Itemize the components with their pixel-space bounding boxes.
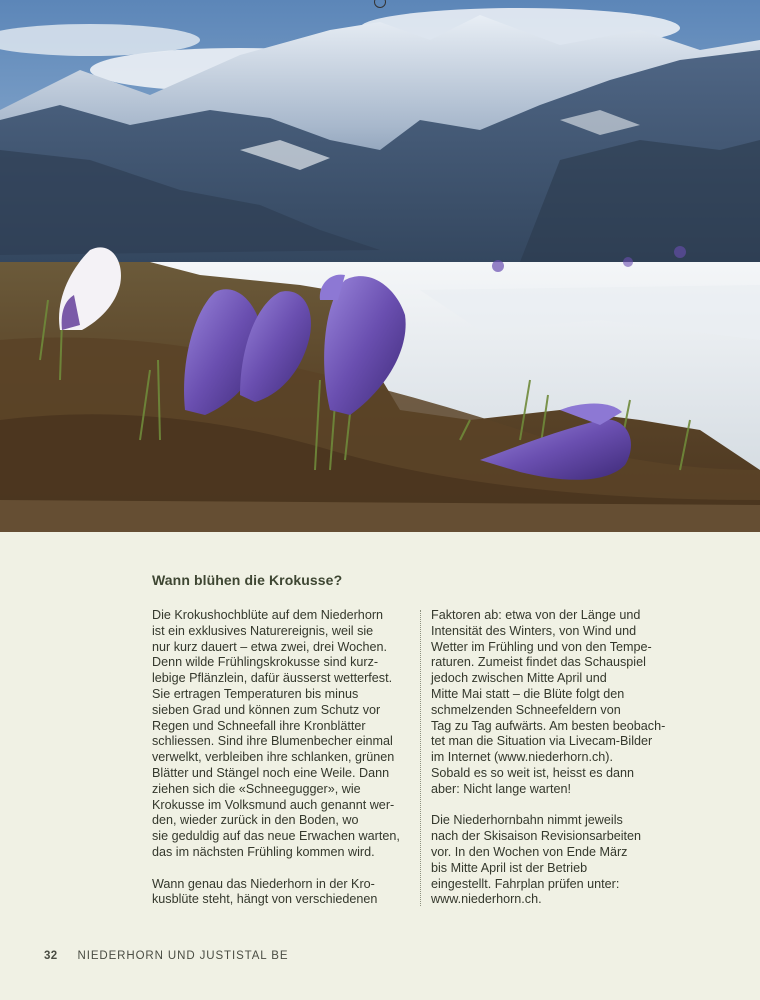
paragraph: Faktoren ab: etwa von der Länge und Intensität des Winters, von Wind und Wetter im Frühling und von den Tempe- raturen. Zumeist findet das Schauspiel jedoch zwischen Mitte April und Mitte Mai statt – die Blüte folgt den schmelzenden Schneefeldern von Tag zu Tag aufwärts. Am besten beobach- tet man die Situation via Livecam-Bilder im Internet (www.niederhorn.ch). Sobald es so weit ist, heisst es dann aber: Nicht lange warten! (431, 608, 666, 796)
section-title: NIEDERHORN UND JUSTISTAL BE (77, 950, 289, 962)
article (152, 572, 666, 907)
page-footer (44, 950, 288, 962)
column-divider (420, 610, 421, 906)
right-column (431, 608, 693, 924)
paragraph: Die Niederhornbahn nimmt jeweils nach der Skisaison Revisionsarbeiten vor. In den Wochen von Ende März bis Mitte April ist der Betrieb eingestellt. Fahrplan prüfen unter: www.niederhorn.ch. (431, 813, 642, 907)
page-number: 32 (44, 950, 58, 962)
left-column (152, 608, 414, 924)
paragraph: Die Krokushochblüte auf dem Niederhorn ist ein exklusives Naturereignis, weil sie nur kurz dauert – etwa zwei, drei Wochen. Denn wilde Frühlingskrokusse sind kurz- lebige Pflänzlein, dafür äusserst wetterfest. Sie ertragen Temperaturen bis minus sieben Grad und können zum Schutz vor Regen und Schneefall ihre Kronblätter schliessen. Sind ihre Blumenbecher einmal verwelkt, verbleiben ihre schlanken, grünen Blätter und Stängel noch eine Weile. Dann ziehen sich die «Schneegugger», wie Krokusse im Volksmund auch genannt wer- den, wieder zurück in den Boden, wo sie geduldig auf das neue Erwachen warten, das im nächsten Frühling kommen wird. (152, 608, 400, 859)
article-heading: Wann blühen die Krokusse? (152, 572, 343, 588)
paragraph: Wann genau das Niederhorn in der Kro- kusblüte steht, hängt von verschiedenen (152, 876, 378, 907)
